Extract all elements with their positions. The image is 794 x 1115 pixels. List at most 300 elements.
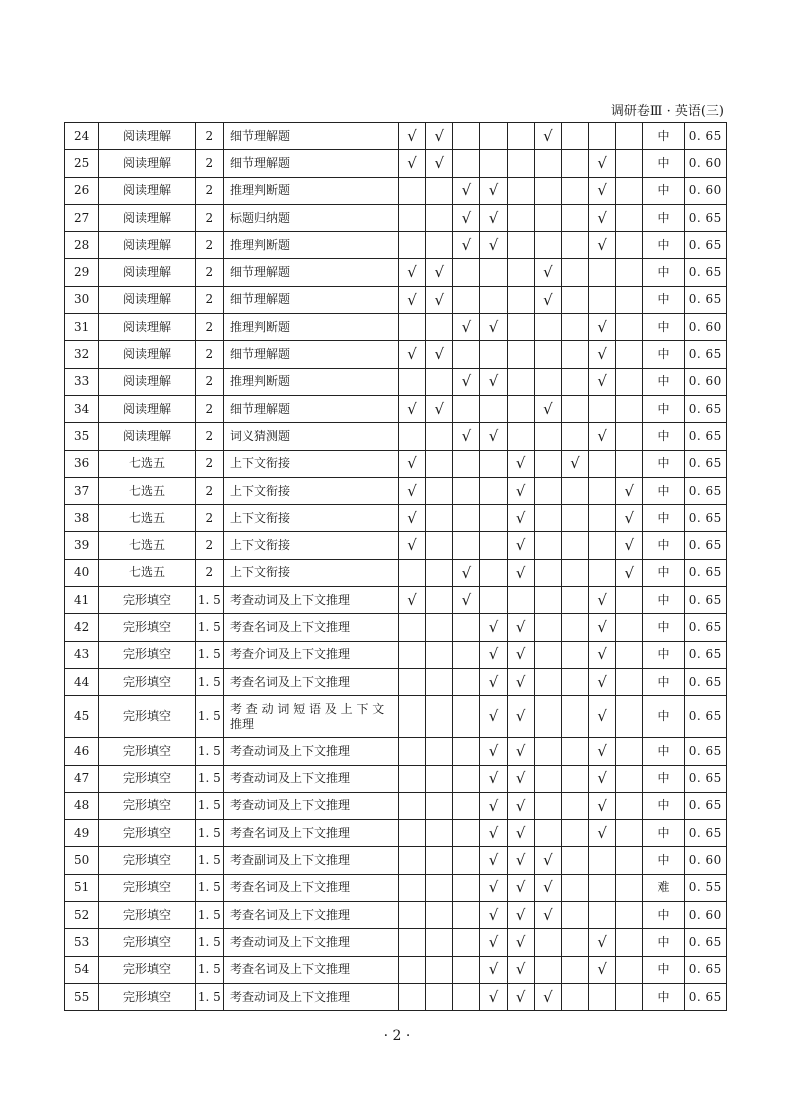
table-row: [65, 641, 727, 668]
check-mark-cell: √: [480, 204, 507, 231]
index-value-cell: 0. 65: [684, 956, 726, 983]
score-cell: 2: [195, 505, 223, 532]
empty-check-cell: [398, 765, 425, 792]
check-mark-cell: √: [616, 559, 643, 586]
empty-check-cell: [616, 668, 643, 695]
empty-check-cell: [561, 559, 588, 586]
question-number-cell: 36: [65, 450, 99, 477]
check-mark-cell: √: [507, 983, 534, 1010]
check-mark-cell: √: [480, 847, 507, 874]
difficulty-cell: 中: [643, 123, 684, 150]
index-value-cell: 0. 65: [684, 614, 726, 641]
empty-check-cell: [398, 559, 425, 586]
empty-check-cell: [534, 232, 561, 259]
empty-check-cell: [561, 314, 588, 341]
check-mark-cell: √: [480, 983, 507, 1010]
empty-check-cell: [616, 820, 643, 847]
topic-cell: 推理判断题: [223, 314, 398, 341]
empty-check-cell: [426, 956, 453, 983]
difficulty-cell: 中: [643, 423, 684, 450]
difficulty-cell: 中: [643, 477, 684, 504]
check-mark-cell: √: [398, 123, 425, 150]
empty-check-cell: [480, 587, 507, 614]
empty-check-cell: [561, 232, 588, 259]
empty-check-cell: [426, 874, 453, 901]
question-number-cell: 27: [65, 204, 99, 231]
score-cell: 2: [195, 314, 223, 341]
empty-check-cell: [534, 614, 561, 641]
question-number-cell: 32: [65, 341, 99, 368]
empty-check-cell: [616, 614, 643, 641]
question-number-cell: 24: [65, 123, 99, 150]
score-cell: 2: [195, 368, 223, 395]
question-number-cell: 42: [65, 614, 99, 641]
empty-check-cell: [534, 314, 561, 341]
check-mark-cell: √: [507, 792, 534, 819]
question-number-cell: 26: [65, 177, 99, 204]
empty-check-cell: [453, 341, 480, 368]
empty-check-cell: [534, 641, 561, 668]
check-mark-cell: √: [426, 123, 453, 150]
check-mark-cell: √: [480, 614, 507, 641]
section-cell: 阅读理解: [99, 259, 196, 286]
index-value-cell: 0. 65: [684, 587, 726, 614]
check-mark-cell: √: [534, 286, 561, 313]
table-row: [65, 532, 727, 559]
exam-analysis-table: [64, 122, 727, 1011]
index-value-cell: 0. 65: [684, 983, 726, 1010]
check-mark-cell: √: [453, 204, 480, 231]
empty-check-cell: [398, 668, 425, 695]
check-mark-cell: √: [507, 559, 534, 586]
empty-check-cell: [426, 559, 453, 586]
question-number-cell: 29: [65, 259, 99, 286]
empty-check-cell: [534, 765, 561, 792]
empty-check-cell: [398, 204, 425, 231]
table-row: [65, 259, 727, 286]
empty-check-cell: [480, 505, 507, 532]
empty-check-cell: [616, 368, 643, 395]
topic-cell: 细节理解题: [223, 123, 398, 150]
empty-check-cell: [616, 314, 643, 341]
difficulty-cell: 难: [643, 874, 684, 901]
table-row: [65, 902, 727, 929]
check-mark-cell: √: [507, 956, 534, 983]
difficulty-cell: 中: [643, 668, 684, 695]
score-cell: 1. 5: [195, 847, 223, 874]
section-cell: 完形填空: [99, 983, 196, 1010]
empty-check-cell: [426, 532, 453, 559]
empty-check-cell: [507, 204, 534, 231]
table-row: [65, 820, 727, 847]
question-number-cell: 47: [65, 765, 99, 792]
check-mark-cell: √: [589, 738, 616, 765]
check-mark-cell: √: [453, 587, 480, 614]
score-cell: 1. 5: [195, 929, 223, 956]
index-value-cell: 0. 65: [684, 450, 726, 477]
question-number-cell: 30: [65, 286, 99, 313]
topic-cell: 考查名词及上下文推理: [223, 614, 398, 641]
empty-check-cell: [507, 341, 534, 368]
empty-check-cell: [561, 395, 588, 422]
check-mark-cell: √: [507, 929, 534, 956]
topic-cell: 推理判断题: [223, 177, 398, 204]
check-mark-cell: √: [534, 123, 561, 150]
empty-check-cell: [616, 983, 643, 1010]
section-cell: 阅读理解: [99, 368, 196, 395]
check-mark-cell: √: [398, 395, 425, 422]
empty-check-cell: [589, 505, 616, 532]
empty-check-cell: [426, 820, 453, 847]
empty-check-cell: [616, 286, 643, 313]
check-mark-cell: √: [507, 450, 534, 477]
check-mark-cell: √: [534, 259, 561, 286]
empty-check-cell: [616, 929, 643, 956]
table-body: [65, 123, 727, 1011]
empty-check-cell: [534, 696, 561, 738]
difficulty-cell: 中: [643, 286, 684, 313]
check-mark-cell: √: [398, 341, 425, 368]
score-cell: 2: [195, 232, 223, 259]
empty-check-cell: [561, 341, 588, 368]
section-cell: 阅读理解: [99, 314, 196, 341]
question-number-cell: 54: [65, 956, 99, 983]
check-mark-cell: √: [534, 983, 561, 1010]
index-value-cell: 0. 65: [684, 668, 726, 695]
empty-check-cell: [561, 587, 588, 614]
question-number-cell: 45: [65, 696, 99, 738]
empty-check-cell: [398, 983, 425, 1010]
empty-check-cell: [426, 368, 453, 395]
table-row: [65, 505, 727, 532]
check-mark-cell: √: [589, 587, 616, 614]
score-cell: 1. 5: [195, 902, 223, 929]
check-mark-cell: √: [616, 505, 643, 532]
empty-check-cell: [507, 314, 534, 341]
check-mark-cell: √: [480, 738, 507, 765]
difficulty-cell: 中: [643, 820, 684, 847]
check-mark-cell: √: [507, 614, 534, 641]
score-cell: 2: [195, 204, 223, 231]
empty-check-cell: [534, 341, 561, 368]
topic-cell: 推理判断题: [223, 232, 398, 259]
empty-check-cell: [453, 123, 480, 150]
score-cell: 1. 5: [195, 874, 223, 901]
question-number-cell: 34: [65, 395, 99, 422]
empty-check-cell: [453, 259, 480, 286]
topic-cell: 考查动词及上下文推理: [223, 792, 398, 819]
question-number-cell: 50: [65, 847, 99, 874]
difficulty-cell: 中: [643, 314, 684, 341]
check-mark-cell: √: [398, 150, 425, 177]
topic-cell: 推理判断题: [223, 368, 398, 395]
table-row: [65, 232, 727, 259]
difficulty-cell: 中: [643, 150, 684, 177]
table-row: [65, 696, 727, 738]
check-mark-cell: √: [398, 450, 425, 477]
empty-check-cell: [616, 177, 643, 204]
table-row: [65, 150, 727, 177]
index-value-cell: 0. 65: [684, 820, 726, 847]
difficulty-cell: 中: [643, 177, 684, 204]
difficulty-cell: 中: [643, 204, 684, 231]
empty-check-cell: [589, 123, 616, 150]
difficulty-cell: 中: [643, 559, 684, 586]
empty-check-cell: [561, 847, 588, 874]
difficulty-cell: 中: [643, 232, 684, 259]
section-cell: 阅读理解: [99, 123, 196, 150]
empty-check-cell: [398, 314, 425, 341]
check-mark-cell: √: [480, 368, 507, 395]
empty-check-cell: [426, 641, 453, 668]
empty-check-cell: [616, 738, 643, 765]
check-mark-cell: √: [480, 177, 507, 204]
empty-check-cell: [507, 232, 534, 259]
empty-check-cell: [453, 477, 480, 504]
section-cell: 阅读理解: [99, 204, 196, 231]
empty-check-cell: [398, 641, 425, 668]
empty-check-cell: [534, 820, 561, 847]
empty-check-cell: [561, 738, 588, 765]
check-mark-cell: √: [589, 177, 616, 204]
empty-check-cell: [398, 614, 425, 641]
score-cell: 1. 5: [195, 641, 223, 668]
score-cell: 2: [195, 395, 223, 422]
empty-check-cell: [426, 792, 453, 819]
empty-check-cell: [534, 668, 561, 695]
check-mark-cell: √: [426, 259, 453, 286]
question-number-cell: 37: [65, 477, 99, 504]
difficulty-cell: 中: [643, 505, 684, 532]
score-cell: 2: [195, 559, 223, 586]
empty-check-cell: [589, 286, 616, 313]
empty-check-cell: [426, 696, 453, 738]
empty-check-cell: [398, 902, 425, 929]
empty-check-cell: [561, 696, 588, 738]
empty-check-cell: [453, 820, 480, 847]
empty-check-cell: [453, 902, 480, 929]
score-cell: 2: [195, 150, 223, 177]
empty-check-cell: [426, 983, 453, 1010]
empty-check-cell: [589, 395, 616, 422]
check-mark-cell: √: [589, 668, 616, 695]
check-mark-cell: √: [534, 395, 561, 422]
table-row: [65, 738, 727, 765]
empty-check-cell: [534, 929, 561, 956]
check-mark-cell: √: [589, 423, 616, 450]
empty-check-cell: [426, 477, 453, 504]
table-row: [65, 792, 727, 819]
difficulty-cell: 中: [643, 532, 684, 559]
index-value-cell: 0. 65: [684, 123, 726, 150]
empty-check-cell: [453, 765, 480, 792]
difficulty-cell: 中: [643, 259, 684, 286]
check-mark-cell: √: [589, 956, 616, 983]
empty-check-cell: [507, 395, 534, 422]
empty-check-cell: [589, 450, 616, 477]
question-number-cell: 48: [65, 792, 99, 819]
topic-cell: 考查名词及上下文推理: [223, 956, 398, 983]
table-row: [65, 395, 727, 422]
table-row: [65, 423, 727, 450]
empty-check-cell: [453, 668, 480, 695]
empty-check-cell: [589, 259, 616, 286]
table-row: [65, 874, 727, 901]
empty-check-cell: [534, 450, 561, 477]
score-cell: 2: [195, 477, 223, 504]
score-cell: 1. 5: [195, 956, 223, 983]
question-number-cell: 33: [65, 368, 99, 395]
question-number-cell: 44: [65, 668, 99, 695]
check-mark-cell: √: [480, 696, 507, 738]
empty-check-cell: [426, 614, 453, 641]
empty-check-cell: [398, 232, 425, 259]
check-mark-cell: √: [480, 956, 507, 983]
check-mark-cell: √: [507, 505, 534, 532]
table-row: [65, 123, 727, 150]
empty-check-cell: [507, 123, 534, 150]
empty-check-cell: [398, 368, 425, 395]
check-mark-cell: √: [398, 505, 425, 532]
question-number-cell: 25: [65, 150, 99, 177]
score-cell: 2: [195, 341, 223, 368]
empty-check-cell: [480, 286, 507, 313]
empty-check-cell: [616, 341, 643, 368]
section-cell: 完形填空: [99, 956, 196, 983]
empty-check-cell: [616, 150, 643, 177]
empty-check-cell: [453, 738, 480, 765]
index-value-cell: 0. 65: [684, 341, 726, 368]
empty-check-cell: [561, 668, 588, 695]
empty-check-cell: [561, 614, 588, 641]
topic-cell: 考查动词及上下文推理: [223, 765, 398, 792]
empty-check-cell: [480, 450, 507, 477]
empty-check-cell: [453, 532, 480, 559]
empty-check-cell: [453, 505, 480, 532]
page-number: · 2 ·: [383, 1028, 411, 1044]
empty-check-cell: [616, 450, 643, 477]
section-cell: 完形填空: [99, 614, 196, 641]
difficulty-cell: 中: [643, 450, 684, 477]
empty-check-cell: [398, 792, 425, 819]
index-value-cell: 0. 65: [684, 792, 726, 819]
section-cell: 阅读理解: [99, 423, 196, 450]
empty-check-cell: [534, 177, 561, 204]
topic-cell: 细节理解题: [223, 341, 398, 368]
empty-check-cell: [561, 792, 588, 819]
empty-check-cell: [616, 956, 643, 983]
empty-check-cell: [616, 792, 643, 819]
empty-check-cell: [507, 259, 534, 286]
empty-check-cell: [616, 765, 643, 792]
section-cell: 完形填空: [99, 820, 196, 847]
index-value-cell: 0. 65: [684, 929, 726, 956]
empty-check-cell: [398, 874, 425, 901]
topic-cell: 考查动词及上下文推理: [223, 738, 398, 765]
check-mark-cell: √: [453, 232, 480, 259]
empty-check-cell: [453, 847, 480, 874]
section-cell: 完形填空: [99, 696, 196, 738]
empty-check-cell: [589, 477, 616, 504]
section-cell: 阅读理解: [99, 341, 196, 368]
topic-cell: 考查名词及上下文推理: [223, 874, 398, 901]
check-mark-cell: √: [507, 696, 534, 738]
table-row: [65, 341, 727, 368]
section-cell: 阅读理解: [99, 232, 196, 259]
difficulty-cell: 中: [643, 696, 684, 738]
empty-check-cell: [507, 368, 534, 395]
empty-check-cell: [561, 820, 588, 847]
empty-check-cell: [561, 150, 588, 177]
empty-check-cell: [453, 874, 480, 901]
index-value-cell: 0. 55: [684, 874, 726, 901]
index-value-cell: 0. 65: [684, 738, 726, 765]
empty-check-cell: [398, 929, 425, 956]
empty-check-cell: [616, 204, 643, 231]
index-value-cell: 0. 65: [684, 477, 726, 504]
check-mark-cell: √: [507, 765, 534, 792]
empty-check-cell: [534, 368, 561, 395]
check-mark-cell: √: [534, 847, 561, 874]
section-cell: 阅读理解: [99, 286, 196, 313]
question-number-cell: 31: [65, 314, 99, 341]
empty-check-cell: [589, 902, 616, 929]
empty-check-cell: [480, 341, 507, 368]
question-number-cell: 52: [65, 902, 99, 929]
empty-check-cell: [534, 559, 561, 586]
score-cell: 1. 5: [195, 614, 223, 641]
topic-cell: 上下文衔接: [223, 450, 398, 477]
check-mark-cell: √: [426, 395, 453, 422]
difficulty-cell: 中: [643, 956, 684, 983]
check-mark-cell: √: [616, 532, 643, 559]
section-cell: 完形填空: [99, 738, 196, 765]
score-cell: 1. 5: [195, 668, 223, 695]
question-number-cell: 40: [65, 559, 99, 586]
topic-cell: 上下文衔接: [223, 477, 398, 504]
empty-check-cell: [561, 641, 588, 668]
check-mark-cell: √: [589, 614, 616, 641]
check-mark-cell: √: [507, 668, 534, 695]
check-mark-cell: √: [480, 232, 507, 259]
table-row: [65, 847, 727, 874]
topic-cell: 考查动词及上下文推理: [223, 587, 398, 614]
section-cell: 完形填空: [99, 902, 196, 929]
empty-check-cell: [561, 477, 588, 504]
index-value-cell: 0. 65: [684, 259, 726, 286]
empty-check-cell: [507, 423, 534, 450]
empty-check-cell: [534, 738, 561, 765]
check-mark-cell: √: [398, 259, 425, 286]
empty-check-cell: [453, 641, 480, 668]
empty-check-cell: [534, 477, 561, 504]
score-cell: 2: [195, 532, 223, 559]
table-row: [65, 286, 727, 313]
section-cell: 阅读理解: [99, 395, 196, 422]
topic-cell: 词义猜测题: [223, 423, 398, 450]
check-mark-cell: √: [616, 477, 643, 504]
empty-check-cell: [426, 765, 453, 792]
index-value-cell: 0. 65: [684, 641, 726, 668]
check-mark-cell: √: [480, 641, 507, 668]
empty-check-cell: [534, 423, 561, 450]
difficulty-cell: 中: [643, 341, 684, 368]
empty-check-cell: [561, 929, 588, 956]
empty-check-cell: [453, 450, 480, 477]
empty-check-cell: [616, 696, 643, 738]
topic-cell: 细节理解题: [223, 259, 398, 286]
empty-check-cell: [398, 956, 425, 983]
